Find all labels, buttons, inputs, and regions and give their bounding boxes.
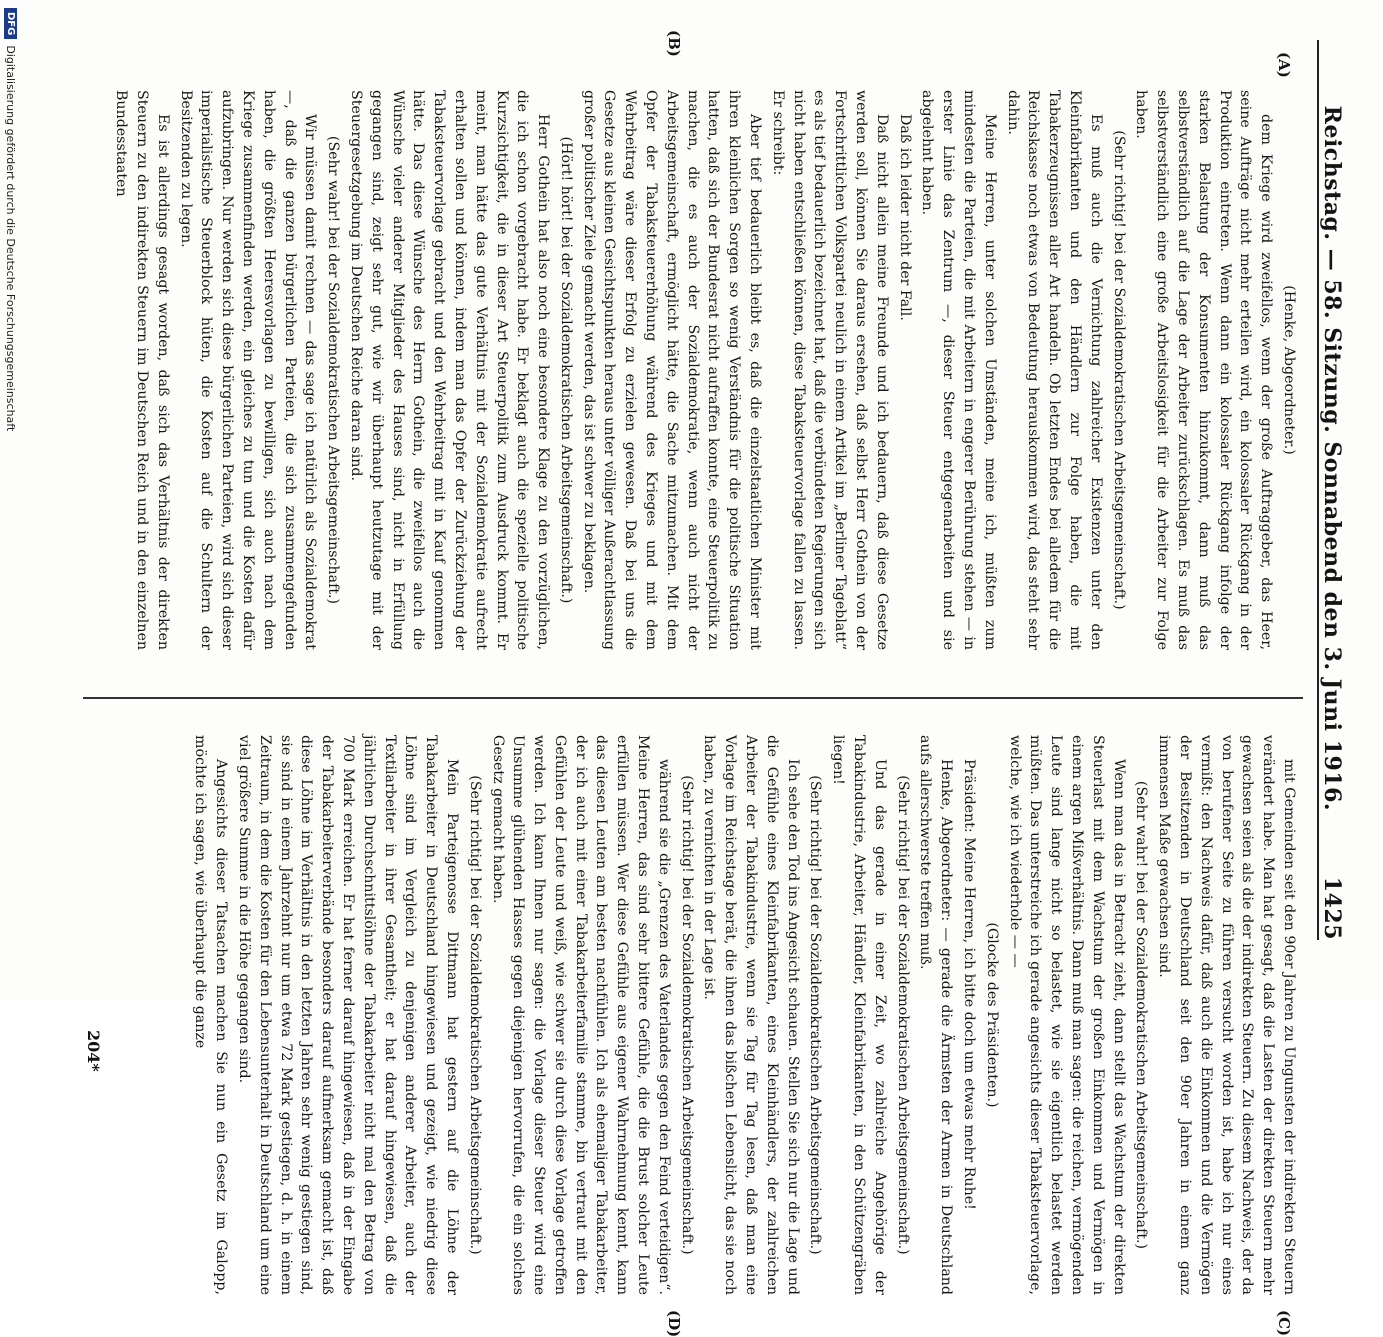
paragraph: Mein Parteigenosse Dittmann hat gestern auf die Löhne der Tabakarbeiter in Deutschland hingewiesen und gezeigt, wie niedrig diese Löhne sind im Vergleich zu denjenigen anderer Arbeiter, auch der Textilarbeiter in ihrer Gesamtheit; er hat darauf hingewiesen, daß die jährlichen Durchschnittslöhne der Tabakarbeiter nicht mal den Betrag von 700 Mark erreichen. Er hat ferner darauf hingewiesen, daß in der Eingabe der Tabakarbeiterverbände besonders darauf aufmerksam gemacht ist, daß diese Löhne im Verhältnis in den letzten Jahren sehr wenig gestiegen sind, sie sind in einem Jahrzehnt nur um etwa 72 Mark gestiegen, d. h. in einem Zeitraum, in dem die Kosten für den Lebensunterhalt in Deutschland um eine viel größere Summe in die Höhe gegangen sind.	[235, 735, 460, 1295]
paragraph: während sie die „Grenzen des Vaterlandes gegen den Feind verteidigen“. Meine Herren, das sind sehr bittere Gefühle, die die Brust solcher Leute erfüllen müssen. Wer diese Gefühle aus eigener Wahrnehmung kennt, kann das diesen Leuten am besten nachfühlen. Ich als ehemaliger Tabakarbeiter, der ich auch mit einer Tabakarbeiterfamilie stamme, bin vertraut mit den Gefühlen der Leute und weiß, wie schwer sie durch diese Vorlage getroffen werden. Ich kann Ihnen nur sagen: die Vorlage dieser Steuer wird eine Unsumme glühenden Hasses gegen diejenigen hervorrufen, die ein solches Gesetz gemacht haben.	[489, 735, 672, 1295]
paragraph: Wir müssen damit rechnen — das sage ich natürlich als Sozialdemokrat —, daß die ganzen bürgerlichen Parteien, die sich zusammengefunden haben, die größten Heeresvorlagen zu bewilligen, sich auch nach dem Kriege zusammenfinden werden, ein gleiches zu tun und die Kosten dafür aufzubringen. Nur werden sich diese bürgerlichen Parteien, wird sich dieser imperialistische Steuerblock hüten, die Kosten auf die Schultern der Besitzenden zu legen.	[177, 90, 319, 650]
dfg-logo: DFG	[4, 8, 17, 39]
page-header	[1317, 40, 1355, 940]
digitization-stripe	[0, 0, 21, 1000]
paragraph: Aber tief bedauerlich bleibt es, daß die einzelstaatlichen Minister mit ihren kleinlichen Sorgen so wenig Verständnis für die politische Situation hatten, daß sich der Bundesrat nicht aufraffen konnte, eine Steuerpolitik zu machen, die es auch der Sozialdemokratie, wenn auch nicht der Arbeitsgemeinschaft, ermöglicht hätte, die Sache mitzumachen. Mit dem Opfer der Tabaksteuererhöhung während des Krieges und mit dem Wehrbeitrag wäre dieser Erfolg zu erzielen gewesen. Daß bei uns die Gesetze aus kleinen Gesichtspunkten heraus unter völliger Außerachtlassung großer politischer Ziele gemacht werden, das ist schwer zu beklagen.	[580, 90, 764, 650]
paragraph: (Sehr richtig! bei der Sozialdemokratischen Arbeitsgemeinschaft.)	[807, 775, 824, 1255]
paragraph: Angesichts dieser Tatsachen machen Sie nun ein Gesetz im Galopp, möchte ich sagen, wie überhaupt die ganze	[192, 735, 230, 1295]
paragraph: Herr Gothein hat also noch eine besondere Klage zu den vorzüglichen, die ich schon vorgebracht habe. Er beklagt auch die spezielle politische Kurzsichtigkeit, die in dieser Art Steuerpolitik zum Ausdruck kommt. Er meint, man hätte das gute Verhältnis mit der Sozialdemokratie aufrecht erhalten sollen und können, indem man das Opfer der Zurückziehung der Tabaksteuervorlage gebracht und den Wehrbeitrag mit in Kauf genommen hätte. Das diese Wünsche des Herrn Gothein, die zweifellos auch die Wünsche vieler anderer Mitglieder des Hauses sind, nicht in Erfüllung gegangen sind, zeigt sehr gut, wie wir überhaupt heutzutage mit der Steuergesetzgebung im Deutschen Reiche daran sind.	[347, 90, 552, 650]
paragraph: Henke, Abgeordneter: — gerade die Ärmsten der Armen in Deutschland aufs allerschwerste treffen muß.	[917, 735, 955, 1295]
left-column	[108, 90, 1299, 650]
paragraph: (Sehr richtig! bei der Sozialdemokratischen Arbeitsgemeinschaft.)	[466, 775, 483, 1255]
paragraph: mit Gemeinden seit den 90er Jahren zu Ungunsten der indirekten Steuern verändert habe. Man hat gesagt, daß die Lasten der direkten Steuern mehr gewachsen seien als die der indirekten Steuern. Zu diesem Nachweis, der da von berufener Seite zu führen versucht worden ist, habe ich nur eines vermißt: den Nachweis dafür, daß auch die Einkommen und die Vermögen der Besitzenden in Deutschland seit den 90er Jahren in einem ganz immensen Maße gewachsen sind.	[1156, 735, 1297, 1295]
margin-mark-a: (A)	[1275, 52, 1293, 78]
paragraph: (Sehr wahr! bei der Sozialdemokratischen Arbeitsgemeinschaft.)	[325, 135, 342, 605]
paragraph: (Sehr wahr! bei der Sozialdemokratischen Arbeitsgemeinschaft.)	[1133, 780, 1150, 1250]
header-page-number: 1425	[1319, 876, 1345, 940]
paragraph: (Sehr richtig! bei der Sozialdemokratischen Arbeitsgemeinschaft.)	[1110, 130, 1127, 610]
paragraph: Wenn man das in Betracht zieht, dann stellt das Wachstum der direkten Steuerlast mit dem Wachstum der großen Einkommen und Vermögen in einem argen Mißverhältnis. Dann muß man sagen: die reichen, vermögenden Leute sind lange nicht so belastet, wie sie eigentlich belastet werden müßten. Das unterstreiche ich gerade angesichts dieser Tabaksteuervorlage, welche, wie ich wiederhole — —	[1006, 735, 1127, 1295]
paragraph: Es muß auch die Vernichtung zahlreicher Existenzen unter den Kleinfabrikanten und den Händlern zur Folge haben, die mit Tabakerzeugnissen aller Art handeln. Ob letzten Endes bei alledem für die Reichskasse noch etwas von Bedeutung herauskommen wird, das steht sehr dahin.	[1004, 90, 1104, 650]
paragraph: (Hört! hört! bei der Sozialdemokratischen Arbeitsgemeinschaft.)	[557, 136, 574, 604]
paragraph: Daß ich leider nicht der Fall.	[896, 114, 913, 321]
paragraph: (Sehr richtig! bei der Sozialdemokratischen Arbeitsgemeinschaft.)	[678, 775, 695, 1255]
digitization-note: Digitalisierung gefördert durch die Deutsche Forschungsgemeinschaft	[4, 45, 17, 432]
column-divider	[83, 697, 1303, 699]
paragraph: Ich sehe den Tod ins Angesicht schauen. Stellen Sie sich nur die Lage und die Gefühle eines Kleinfabrikanten, eines Kleinhändlers, der zahlreichen Arbeiter der Tabakindustrie, wenn sie Tag für Tag lesen, daß man eine Vorlage im Reichstage berät, die ihnen das bißchen Lebenslicht, das sie noch haben, zu vernichten in der Lage ist.	[701, 735, 801, 1295]
margin-mark-d: (D)	[665, 1310, 683, 1337]
margin-mark-c: (C)	[1275, 1310, 1293, 1337]
paragraph: (Glocke des Präsidenten.)	[983, 922, 1000, 1108]
paragraph: Meine Herren, unter solchen Umständen, meine ich, müßten zum mindesten die Parteien, die mit Arbeitern in engerer Berührung stehen — in erster Linie das Zentrum —, dieser Steuer entgegenarbeiten und sie abgelehnt haben.	[919, 90, 998, 650]
sheet-mark: 204*	[84, 1030, 103, 1072]
paragraph: dem Kriege wird zweifellos, wenn der große Auftraggeber, das Heer, seine Aufträge nicht mehr erteilen wird, ein kolossaler Rückgang in der Produktion eintreten. Wenn dann ein kolossaler Rückgang infolge der starken Belastung der Konsumenten hinzukommt, dann muß das selbstverständlich auf die Lage der Arbeiter zurückschlagen. Es muß das selbstverständlich eine große Arbeitslosigkeit für die Arbeiter zur Folge haben.	[1133, 90, 1275, 650]
paragraph: Es ist allerdings gesagt worden, daß sich das Verhältnis der direkten Steuern zu den indirekten Steuern im Deutschen Reich und in den einzelnen Bundesstaaten	[113, 90, 171, 650]
paragraph: (Henke, Abgeordneter.)	[1281, 285, 1297, 455]
margin-mark-b: (B)	[665, 30, 683, 57]
header-title: Reichstag. — 58. Sitzung. Sonnabend den 3. Juni 1916.	[1319, 105, 1345, 812]
right-column	[188, 735, 1299, 1295]
paragraph: Daß nicht allein meine Freunde und ich bedauern, daß diese Gesetze werden soll, können Sie daraus ersehen, daß selbst Herr Gothein von der Fortschrittlichen Volkspartei neulich in einem Artikel im „Berliner Tageblatt“ es als tief bedauerlich bezeichnet hat, daß die verbündeten Regierungen sich nicht haben entschließen können, diese Tabaksteuervorlage fallen zu lassen. Er schreibt:	[769, 90, 890, 650]
paragraph: Präsident: Meine Herren, ich bitte doch um etwas mehr Ruhe!	[961, 759, 978, 1210]
paragraph: Und das gerade in einer Zeit, wo zahlreiche Angehörige der Tabakindustrie, Arbeiter, Händler, Kleinfabrikanten, in den Schützengräben liegen!	[830, 735, 888, 1295]
paragraph: (Sehr richtig! bei der Sozialdemokratischen Arbeitsgemeinschaft.)	[894, 775, 911, 1255]
